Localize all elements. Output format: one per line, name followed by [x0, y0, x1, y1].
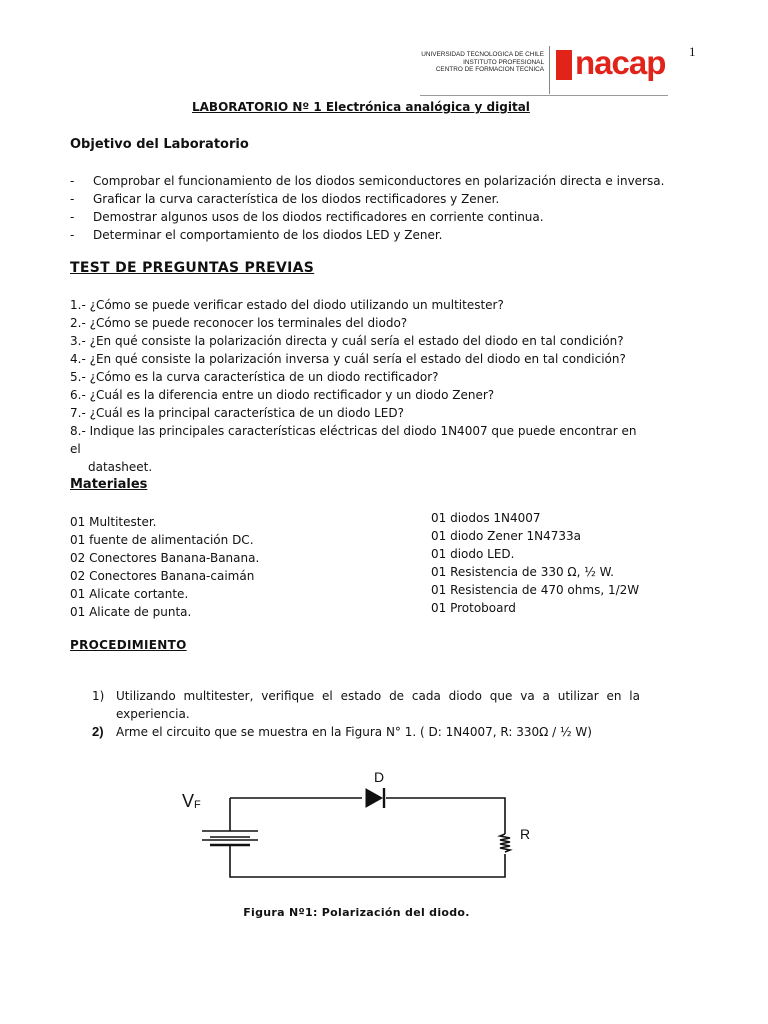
objective-heading: Objetivo del Laboratorio: [70, 137, 249, 152]
materials-list-left: [70, 513, 259, 621]
question-item: 6.- ¿Cuál es la diferencia entre un diodo rectificador y un diodo Zener?: [70, 388, 495, 402]
procedure-step: [92, 723, 640, 741]
institution-line: UNIVERSIDAD TECNOLOGICA DE CHILE: [421, 51, 544, 58]
question-item: 3.- ¿En qué consiste la polarización directa y cuál sería el estado del diodo en tal condición?: [70, 334, 624, 348]
institution-line: CENTRO DE FORMACION TECNICA: [435, 66, 544, 74]
header-divider-horizontal: [420, 95, 668, 96]
resistor-icon: [500, 834, 510, 852]
source-label: VF: [182, 791, 201, 811]
inacap-logo: [556, 44, 666, 83]
diode-label: D: [374, 769, 385, 785]
list-item: 01 Protoboard: [431, 601, 516, 615]
institution-name: [420, 51, 544, 74]
question-item: 4.- ¿En qué consiste la polarización inversa y cuál sería el estado del diodo en tal condición?: [70, 352, 626, 366]
figure-caption: Figura Nº1: Polarización del diodo.: [243, 906, 470, 919]
list-item: 01 Alicate cortante.: [70, 587, 189, 601]
test-heading: TEST DE PREGUNTAS PREVIAS: [70, 260, 315, 276]
objective-list: [70, 172, 664, 244]
list-item: 01 diodos 1N4007: [431, 511, 541, 525]
materials-heading: Materiales: [70, 477, 148, 492]
list-item: - Determinar el comportamiento de los diodos LED y Zener.: [70, 228, 443, 242]
step-number: 2): [92, 724, 104, 739]
list-item: - Graficar la curva característica de los diodos rectificadores y Zener.: [70, 192, 500, 206]
list-item: 01 diodo LED.: [431, 547, 515, 561]
materials-list-right: [431, 509, 639, 617]
step-text: Arme el circuito que se muestra en la Figura N° 1. ( D: 1N4007, R: 330Ω / ½ W): [116, 725, 592, 739]
list-item: 01 Resistencia de 330 Ω, ½ W.: [431, 565, 614, 579]
list-item: - Demostrar algunos usos de los diodos rectificadores en corriente continua.: [70, 210, 544, 224]
question-item: 7.- ¿Cuál es la principal característica de un diodo LED?: [70, 406, 404, 420]
question-item: 8.- Indique las principales características eléctricas del diodo 1N4007 que puede encontrar en el datasheet.: [70, 424, 637, 474]
list-item: 01 Resistencia de 470 ohms, 1/2W: [431, 583, 640, 597]
procedure-heading: PROCEDIMIENTO: [70, 638, 187, 652]
page-number: 1: [689, 44, 696, 59]
list-item: 02 Conectores Banana-caimán: [70, 569, 255, 583]
resistor-label: R: [520, 826, 531, 842]
list-item: 02 Conectores Banana-Banana.: [70, 551, 260, 565]
wire-right-bottom: [230, 844, 505, 877]
question-item: 2.- ¿Cómo se puede reconocer los terminales del diodo?: [70, 316, 408, 330]
procedure-step: [92, 687, 640, 723]
list-item: 01 fuente de alimentación DC.: [70, 533, 254, 547]
circuit-diagram: [170, 760, 550, 890]
question-item: 1.- ¿Cómo se puede verificar estado del diodo utilizando un multitester?: [70, 298, 504, 312]
wire-top-right: [386, 798, 505, 834]
logo-text: nacap: [575, 44, 666, 81]
battery-icon: [202, 831, 258, 845]
step-text: Utilizando multitester, verifique el estado de cada diodo que va a utilizar en la experiencia.: [116, 689, 640, 721]
header-divider-vertical: [549, 46, 550, 94]
list-item: 01 Alicate de punta.: [70, 605, 192, 619]
list-item: 01 diodo Zener 1N4733a: [431, 529, 581, 543]
question-list: [70, 296, 650, 476]
diode-icon: [366, 788, 384, 808]
institution-line: INSTITUTO PROFESIONAL: [463, 58, 544, 66]
list-item: 01 Multitester.: [70, 515, 157, 529]
document-title: LABORATORIO Nº 1 Electrónica analógica y digital: [192, 100, 530, 114]
question-item: 5.- ¿Cómo es la curva característica de un diodo rectificador?: [70, 370, 439, 384]
step-number: 1): [92, 689, 105, 703]
procedure-steps: [92, 687, 640, 741]
source-subscript: F: [194, 799, 201, 811]
list-item: - Comprobar el funcionamiento de los diodos semiconductores en polarización directa e inversa.: [70, 174, 665, 188]
logo-mark-icon: [556, 50, 572, 80]
